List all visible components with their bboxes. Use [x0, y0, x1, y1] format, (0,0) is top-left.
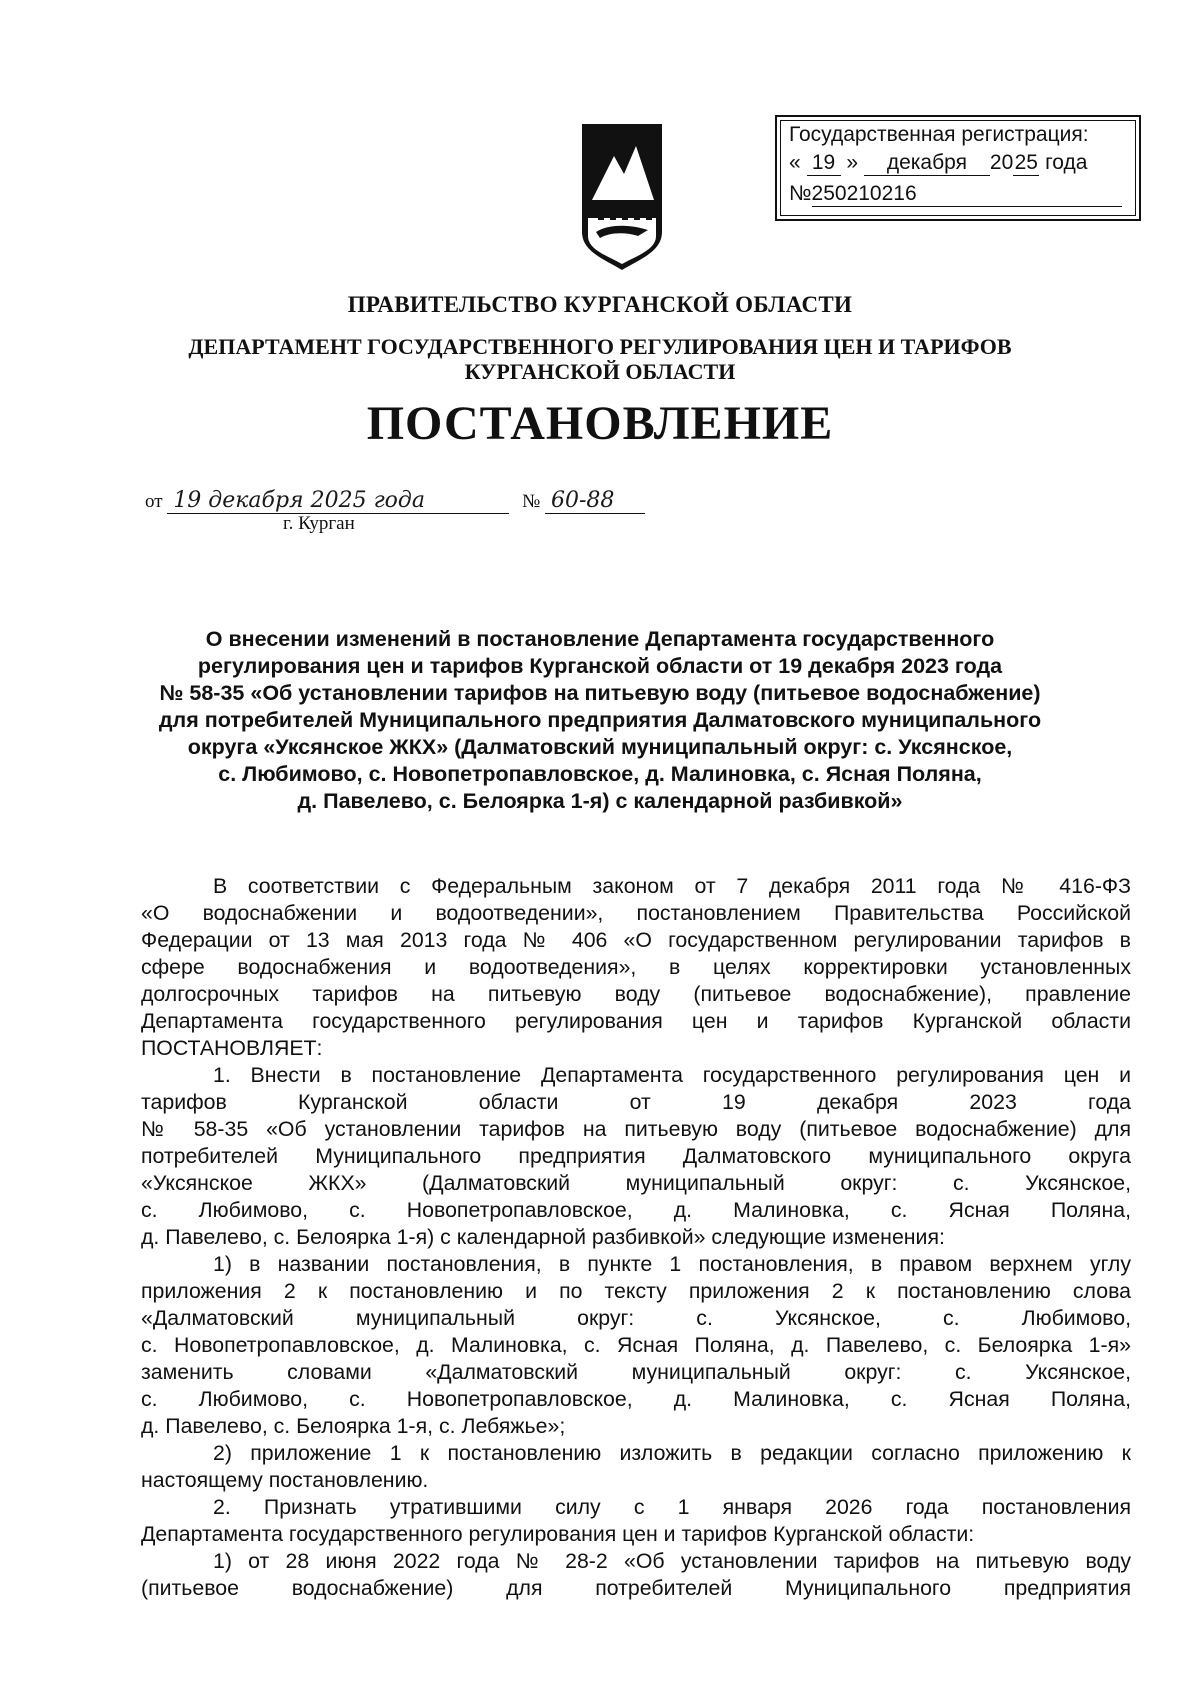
paragraph-subitem-2: 2) приложение 1 к постановлению изложить в редакции согласно приложению к настоящему постановлению. [141, 1441, 1131, 1492]
registration-month: декабря [864, 151, 990, 176]
paragraph-preamble: В соответствии с Федеральным законом от 7 декабря 2011 года № 416-ФЗ «О водоснабжении и водоотведении», постановлением Правительства Российской Федерации от 13 мая 2013 года № 406 «О государственном регулировании тарифов в сфере водоснабжения и водоотведения», в целях корректировки установленных долгосрочных тарифов на питьевую воду (питьевое водоснабжение), правление Департамента государственного регулирования цен и тарифов Курганской области ПОСТАНОВЛЯЕТ: [141, 874, 1131, 1060]
document-subject: О внесении изменений в постановление Департамента государственного регулирования цен и тарифов Курганской области от 19 декабря 2023 года № 58-35 «Об установлении тарифов на питьевую воду (питьевое водоснабжение) для потребителей Муниципального предприятия Далматовского муниципального округа «Уксянское ЖКХ» (Далматовский муниципальный округ: с. Уксянское, с. Любимово, с. Новопетропавловское, д. Малиновка, с. Ясная Поляна, д. Павелево, с. Белоярка 1-я) с календарной разбивкой» [158, 627, 1042, 813]
paragraph-item-2-subitem-1: 1) от 28 июня 2022 года № 28-2 «Об установлении тарифов на питьевую воду (питьевое водоснабжение) для потребителей Муниципального предприятия [141, 1549, 1131, 1600]
paragraph-subitem-1: 1) в названии постановления, в пункте 1 постановления, в правом верхнем углу приложения 2 к постановлению и по тексту приложения 2 к постановлению слова «Далматовский муниципальный округ: с. Уксянское, с. Любимово, с. Новопетропавловское, д. Малиновка, с. Ясная Поляна, д. Павелево, с. Белоярка 1-я» заменить словами «Далматовский муниципальный округ: с. Уксянское, с. Любимово, с. Новопетропавловское, д. Малиновка, с. Ясная Поляна, д. Павелево, с. Белоярка 1-я, с. Лебяжье»; [141, 1252, 1131, 1438]
document-title: ПОСТАНОВЛЕНИЕ [366, 397, 834, 450]
date-number-line: от 19 декабря 2025 года № 60-88 [145, 488, 645, 514]
registration-stamp [775, 115, 1141, 221]
registration-day: 19 [807, 151, 841, 176]
registration-number-value: 250210216 [812, 182, 1122, 207]
city: г. Курган [283, 513, 355, 534]
coat-of-arms-emblem [578, 120, 666, 272]
paragraph-item-2: 2. Признать утратившими силу с 1 января 2026 года постановления Департамента государственного регулирования цен и тарифов Курганской области: [141, 1495, 1131, 1546]
paragraph-item-1: 1. Внести в постановление Департамента государственного регулирования цен и тарифов Курганской области от 19 декабря 2023 года № 58-35 «Об установлении тарифов на питьевую воду (питьевое водоснабжение) для потребителей Муниципального предприятия Далматовского муниципального округа «Уксянское ЖКХ» (Далматовский муниципальный округ: с. Уксянское, с. Любимово, с. Новопетропавловское, д. Малиновка, с. Ясная Поляна, д. Павелево, с. Белоярка 1-я) с календарной разбивкой» следующие изменения: [141, 1063, 1131, 1249]
registration-year: 25 [1014, 151, 1038, 174]
department-heading: ДЕПАРТАМЕНТ ГОСУДАРСТВЕННОГО РЕГУЛИРОВАНИЯ ЦЕН И ТАРИФОВ КУРГАНСКОЙ ОБЛАСТИ [188, 334, 1012, 384]
government-heading: ПРАВИТЕЛЬСТВО КУРГАНСКОЙ ОБЛАСТИ [347, 292, 853, 317]
handwritten-number: 60-88 [550, 488, 615, 513]
document-body [141, 873, 1131, 1602]
registration-label: Государственная регистрация: [789, 123, 1089, 146]
handwritten-date: 19 декабря 2025 года [173, 488, 425, 513]
registration-date: « 19 » декабря 2025 года [789, 151, 1088, 174]
registration-number: №250210216 [789, 182, 1122, 207]
